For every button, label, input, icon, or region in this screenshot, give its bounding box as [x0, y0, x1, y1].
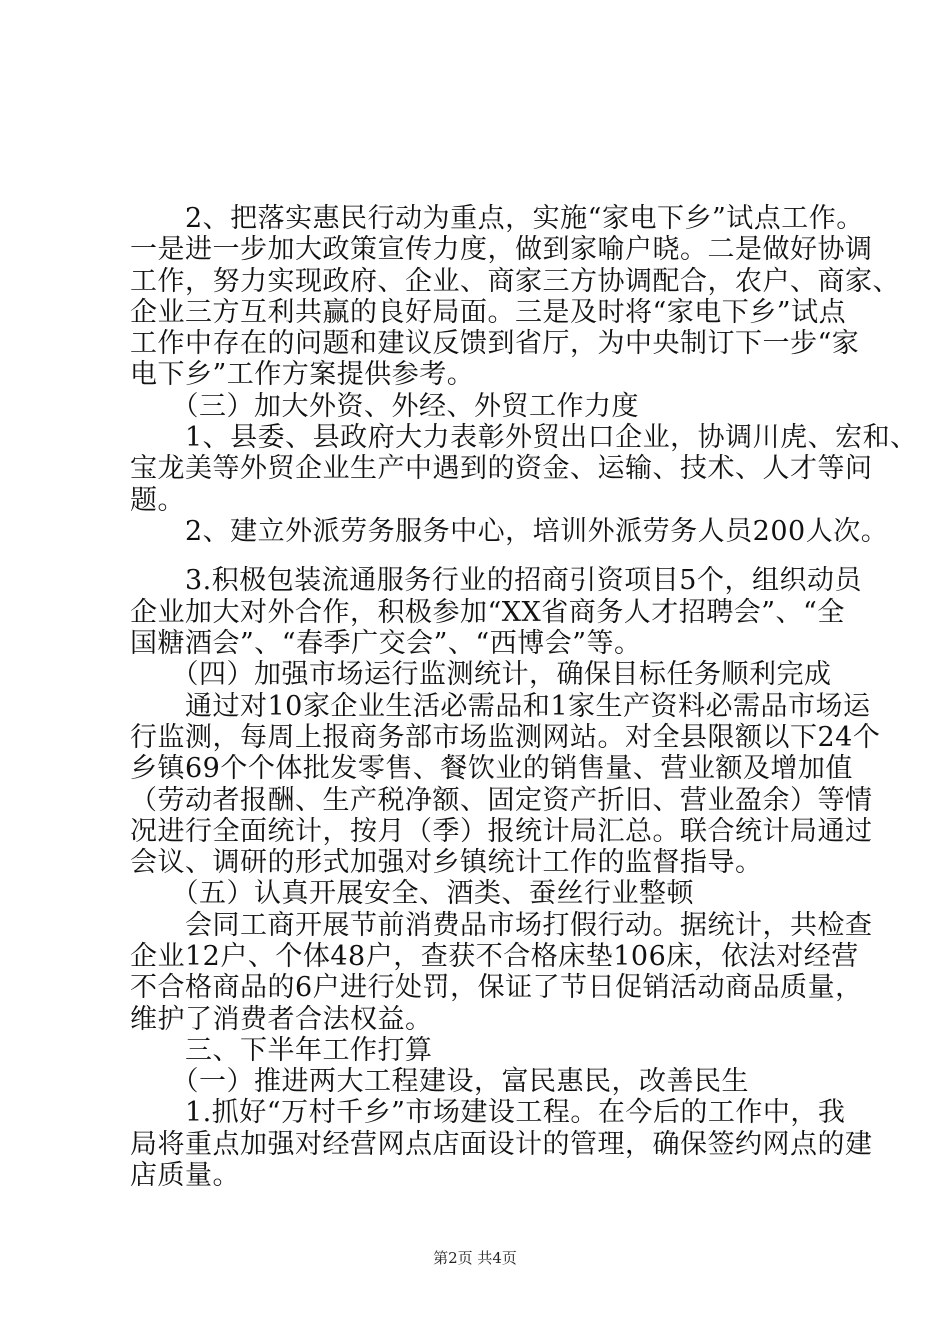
text-line: 题。 [130, 485, 185, 516]
text-line: 通过对10家企业生活必需品和1家生产资料必需品市场运 [130, 691, 871, 722]
text-line: 不合格商品的6户进行处罚，保证了节日促销活动商品质量， [130, 972, 863, 1003]
text-line: 况进行全面统计，按月（季）报统计局汇总。联合统计局通过 [130, 816, 873, 847]
text-line: 企业三方互利共赢的良好局面。三是及时将“家电下乡”试点 [130, 297, 847, 328]
text-line: 1.抓好“万村千乡”市场建设工程。在今后的工作中，我 [130, 1097, 846, 1128]
text-line: 行监测，每周上报商务部市场监测网站。对全县限额以下24个 [130, 722, 881, 753]
text-line: 工作，努力实现政府、企业、商家三方协调配合，农户、商家、 [130, 266, 900, 297]
text-line: 宝龙美等外贸企业生产中遇到的资金、运输、技术、人才等问 [130, 453, 873, 484]
text-line: 工作中存在的问题和建议反馈到省厅，为中央制订下一步“家 [130, 328, 860, 359]
text-line: 2、把落实惠民行动为重点，实施“家电下乡”试点工作。 [130, 203, 864, 234]
text-line: 乡镇69个个体批发零售、餐饮业的销售量、营业额及增加值 [130, 753, 853, 784]
section-heading: （四）加强市场运行监测统计，确保目标任务顺利完成 [130, 659, 832, 690]
text-line: 3.积极包装流通服务行业的招商引资项目5个，组织动员 [130, 565, 862, 596]
text-line: 2、建立外派劳务服务中心，培训外派劳务人员200人次。 [130, 516, 889, 547]
section-heading: （一）推进两大工程建设，富民惠民，改善民生 [130, 1066, 749, 1097]
text-line: （劳动者报酬、生产税净额、固定资产折旧、营业盈余）等情 [130, 785, 873, 816]
text-line: 企业12户、个体48户，查获不合格床垫106床，依法对经营 [130, 941, 859, 972]
text-line: 1、县委、县政府大力表彰外贸出口企业，协调川虎、宏和、 [130, 422, 918, 453]
text-line: 维护了消费者合法权益。 [130, 1004, 433, 1035]
text-line: 局将重点加强对经营网点店面设计的管理，确保签约网点的建 [130, 1129, 873, 1160]
text-line: 会同工商开展节前消费品市场打假行动。据统计，共检查 [130, 910, 873, 941]
section-heading: （三）加大外资、外经、外贸工作力度 [130, 391, 639, 422]
text-line: 国糖酒会”、“春季广交会”、“西博会”等。 [130, 628, 642, 659]
text-line: 企业加大对外合作，积极参加“XX省商务人才招聘会”、“全 [130, 597, 845, 628]
text-line: 店质量。 [130, 1160, 240, 1191]
section-heading: 三、下半年工作打算 [130, 1035, 433, 1066]
page-footer: 第2页 共4页 [433, 1249, 517, 1267]
text-line: 一是进一步加大政策宣传力度，做到家喻户晓。二是做好协调 [130, 234, 873, 265]
text-line: 会议、调研的形式加强对乡镇统计工作的监督指导。 [130, 847, 763, 878]
section-heading: （五）认真开展安全、酒类、蚕丝行业整顿 [130, 878, 694, 909]
text-line: 电下乡”工作方案提供参考。 [130, 359, 475, 390]
